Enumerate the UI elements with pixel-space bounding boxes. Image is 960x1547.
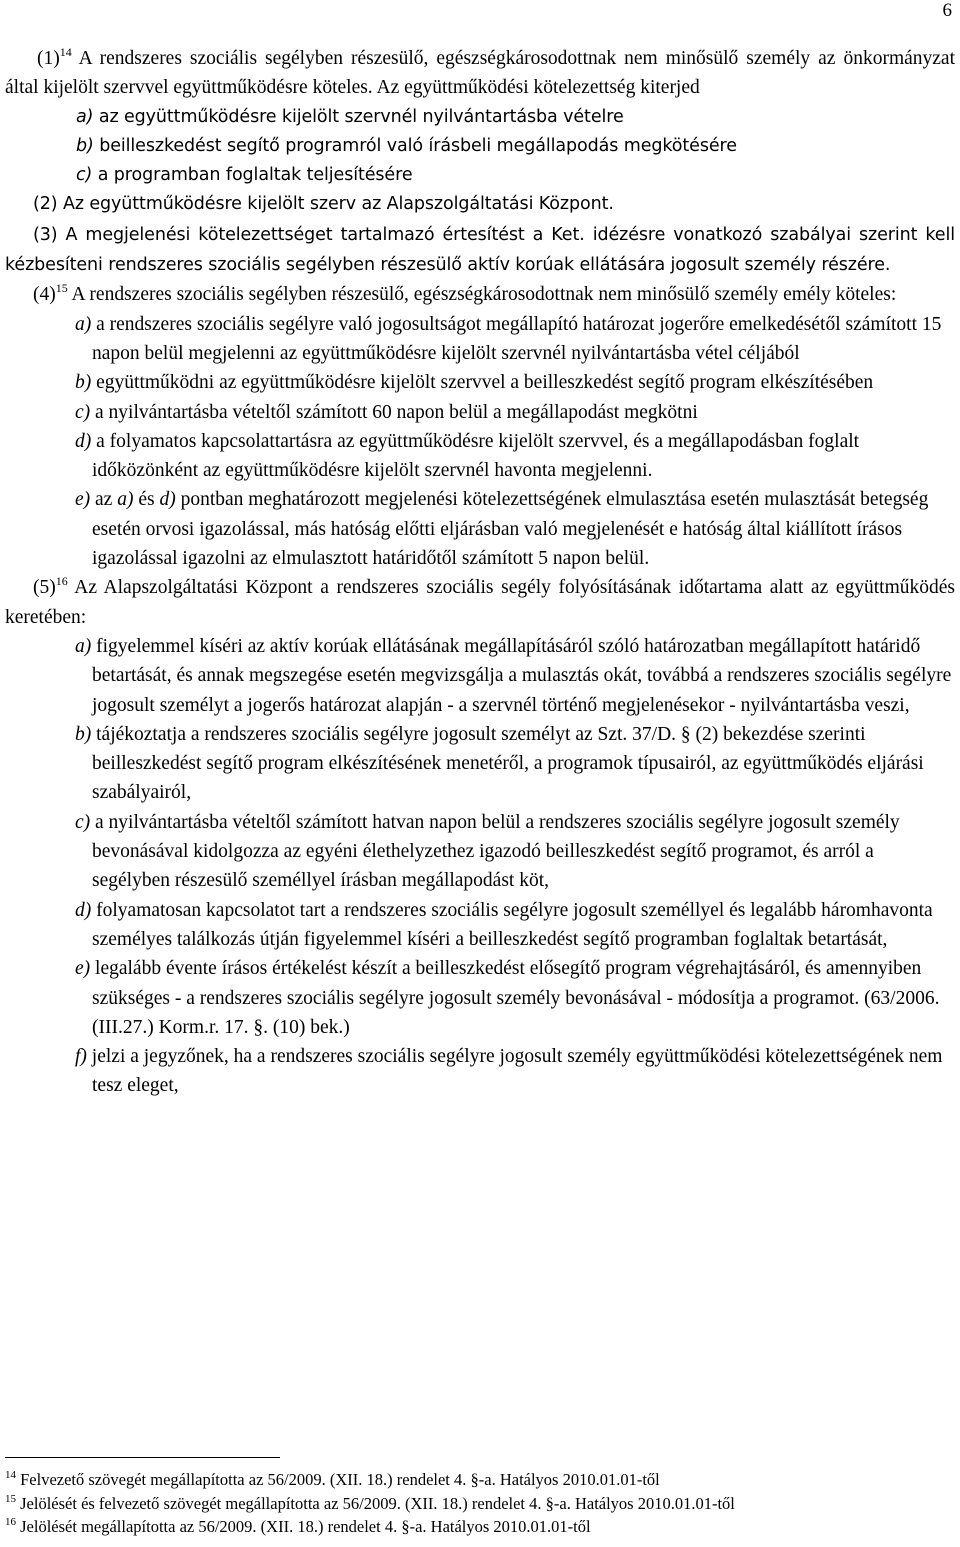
- list-item: f) jelzi a jegyzőnek, ha a rendszeres szociális segélyre jogosult személy együttműködési kötelezettségének nem tesz eleget,: [75, 1046, 943, 1097]
- list-item: a) a rendszeres szociális segélyre való jogosultságot megállapító határozat jogerőre emelkedésétől számított 15 napon belül megjelenni az együttműködésre kijelölt szervnél nyilvántartásba vétel céljából: [75, 313, 942, 364]
- list-item: c) a programban foglaltak teljesítésére: [76, 165, 413, 186]
- footnotes: [5, 1468, 955, 1539]
- list-item: e) legalább évente írásos értékelést készít a beilleszkedést elősegítő program végrehajtásáról, és amennyiben szükséges - a rendszeres szociális segélyre jogosult személy bevonásával - módosítja a programot. (63/2006. (III.27.) Korm.r. 17. §. (10) bek.): [75, 958, 940, 1038]
- footnote-ref-15[interactable]: 15: [55, 281, 68, 296]
- list-item: d) folyamatosan kapcsolatot tart a rendszeres szociális segélyre jogosult személlyel és legalább háromhavonta személyes találkozás útján figyelemmel kíséri a beilleszkedést segítő programban foglaltak betartását,: [75, 899, 933, 950]
- list-item: b) együttműködni az együttműködésre kijelölt szervvel a beilleszkedést segítő program elkészítésében: [75, 372, 874, 394]
- list-item: b) beilleszkedést segítő programról való írásbeli megállapodás megkötésére: [76, 135, 737, 156]
- footnote-15: $^{15}$ Jelölését és felvezető szövegét megállapította az 56/2009. (XII. 18.) rendelet 4. §-a. Hatályos 2010.01.01-től: [5, 1492, 735, 1513]
- paragraph-5: $(5)^{16}$ Az Alapszolgáltatási Központ a rendszeres szociális segély folyósításának időtartama alatt az együttműködés keretében:: [5, 574, 955, 628]
- list-item: e) az a) és d) pontban meghatározott megjelenési kötelezettségének elmulasztása esetén mulasztását betegség esetén orvosi igazolással, más hatóság előtti eljárásban való megjelenését e hatóság által kiállított írásos igazolással igazolni az elmulasztott határidőtől számított 5 napon belül.: [75, 489, 929, 570]
- footnote-divider: [5, 1457, 280, 1458]
- paragraph-1-lead: (1): [37, 48, 60, 69]
- paragraph-1: [5, 44, 955, 103]
- list-item: b) tájékoztatja a rendszeres szociális segélyre jogosult személyt az Szt. 37/D. § (2) bekezdése szerinti beilleszkedést segítő program elkészítésének menetéről, a programok típusairól, az együttműködés eljárási szabályairól,: [75, 723, 924, 804]
- footnote-ref-14[interactable]: 14: [59, 45, 72, 59]
- list-item: c) a nyilvántartásba vételtől számított hatvan napon belül a rendszeres szociális segélyre jogosult személy bevonásával kidolgozza az egyéni élethelyzethez igazodó beilleszkedést segítő programot, és arról a segélyben részesülő személlyel írásban megállapodást köt,: [75, 811, 900, 892]
- list-item: d) a folyamatos kapcsolattartásra az együttműködésre kijelölt szervvel, és a megállapodásban foglalt időközönként az együttműködésre kijelölt szervnél havonta megjelenni.: [75, 430, 860, 482]
- list-item: a) figyelemmel kíséri az aktív korúak ellátásának megállapításáról szóló határozatban megállapított határidő betartását, és annak megszegése esetén megvizsgálja a mulasztás okát, továbbá a rendszeres szociális segélyre jogosult személyt a jogerős határozat alapján - a szervnél történő megjelenésekor - nyilvántartásba veszi,: [75, 635, 952, 716]
- paragraph-4: $(4)^{15}$ A rendszeres szociális segélyben részesülő, egészségkárosodottnak nem minősülő személy emély köteles:: [33, 281, 897, 306]
- list-item: c) a nyilvántartásba vételtől számított 60 napon belül a megállapodást megkötni: [75, 401, 698, 423]
- paragraph-3: (3) A megjelenési kötelezettséget tartalmazó értesítést a Ket. idézésre vonatkozó szabályai szerint kell kézbesíteni rendszeres szociális segélyben részesülő aktív korúak ellátására jogosult személy részére.: [5, 224, 955, 276]
- footnote-ref-16[interactable]: 16: [55, 574, 68, 589]
- paragraph-2: (2) Az együttműködésre kijelölt szerv az Alapszolgáltatási Központ.: [33, 194, 614, 215]
- paragraph-1-text: A rendszeres szociális segélyben részesülő, egészségkárosodottnak nem minősülő személy az önkormányzat által kijelölt szervvel együttműködésre köteles. Az együttműködési kötelezettség kiterjed: [5, 48, 955, 99]
- footnote-14: $^{14}$ Felvezető szövegét megállapította az 56/2009. (XII. 18.) rendelet 4. §-a. Hatályos 2010.01.01-től: [5, 1469, 660, 1489]
- page-number: 6: [942, 0, 952, 21]
- list-item: a) az együttműködésre kijelölt szervnél nyilvántartásba vételre: [76, 106, 624, 127]
- paragraph-1-list: [5, 103, 955, 191]
- document-body: [5, 44, 955, 1101]
- footnote-16: $^{16}$ Jelölését megállapította az 56/2009. (XII. 18.) rendelet 4. §-a. Hatályos 2010.01.01-től: [5, 1516, 591, 1536]
